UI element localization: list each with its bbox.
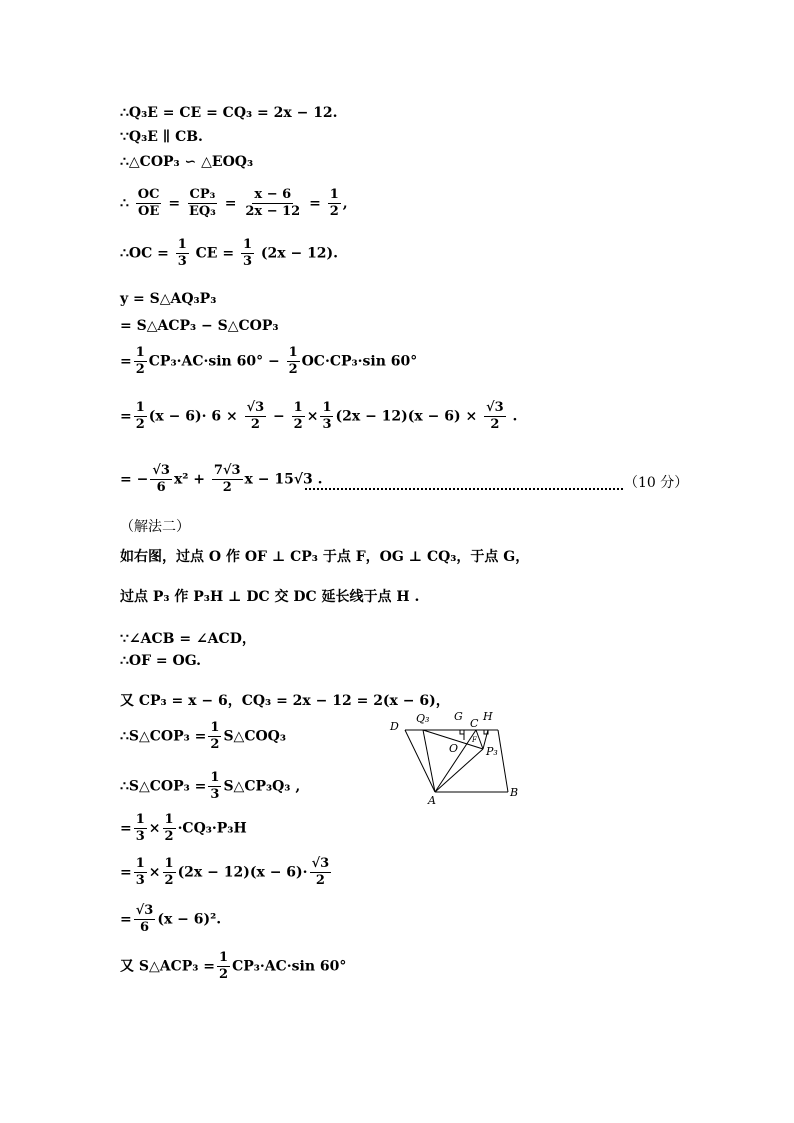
- line-s-diff: = S△ACP₃ − S△COP₃: [120, 318, 279, 334]
- fraction: $\frac{OC}{OE}$: [137, 187, 160, 219]
- label-h: H: [483, 710, 493, 723]
- fraction: $\frac{\text{CP₃}}{\text{EQ₃}}$: [188, 187, 216, 219]
- line-sin-expr: = $\frac{1}{2}$ CP₃·AC·sin 60° − $\frac{1}{2}$ OC·CP₃·sin 60°: [120, 345, 418, 377]
- line-substituted: = $\frac{1}{2}$ (x − 6)· 6 × $\frac{√3}{2}$ − $\frac{1}{2}$ × $\frac{1}{3}$ (2x − 12)(x − 6) × $\frac{√3}{2}$ .: [120, 400, 518, 432]
- dotted-leader: [305, 474, 623, 490]
- line-similar: ∴△COP₃ ∽ △EOQ₃: [120, 154, 254, 170]
- line-area-product: = $\frac{1}{3}$ × $\frac{1}{2}$ ·CQ₃·P₃H: [120, 812, 247, 844]
- line-q3e: ∴Q₃E = CE = CQ₃ = 2x − 12.: [120, 105, 338, 121]
- line-result: = − $\frac{√3}{6}$ x² + $\frac{7√3}{2}$ x − 15√3 .: [120, 463, 323, 495]
- label-p3: P₃: [486, 745, 498, 758]
- line-area-sub: = $\frac{1}{3}$ × $\frac{1}{2}$ (2x − 12)(x − 6)· $\frac{√3}{2}$: [120, 856, 330, 888]
- line-area-half: ∴S△COP₃ = $\frac{1}{2}$ S△COQ₃: [120, 720, 286, 752]
- line-ratio: ∴ $\frac{OC}{OE}$ = $\frac{\text{CP₃}}{\text{EQ₃}}$ = $\frac{x - 6}{2x - 12}$ = $\frac{1}{2}$ ,: [120, 187, 348, 219]
- line-y-def: y = S△AQ₃P₃: [120, 291, 217, 307]
- label-d: D: [390, 720, 399, 733]
- label-a: A: [428, 794, 436, 807]
- line-construct-of: 如右图，过点 O 作 OF ⊥ CP₃ 于点 F，OG ⊥ CQ₃，于点 G，: [120, 549, 530, 565]
- label-q3: Q₃: [416, 712, 430, 725]
- line-acp3: 又 S△ACP₃ = $\frac{1}{2}$ CP₃·AC·sin 60°: [120, 950, 347, 982]
- method-two-heading: （解法二）: [120, 519, 190, 535]
- fraction: $\frac{x - 6}{2x - 12}$: [245, 187, 301, 219]
- line-cp3: 又 CP₃ = x − 6，CQ₃ = 2x − 12 = 2(x − 6)，: [120, 693, 450, 709]
- line-area-third: ∴S△COP₃ = $\frac{1}{3}$ S△CP₃Q₃ ,: [120, 770, 301, 802]
- label-g: G: [454, 710, 463, 723]
- line-area-result: = $\frac{√3}{6}$ (x − 6)².: [120, 903, 222, 935]
- label-c: C: [470, 717, 479, 730]
- label-o: O: [449, 742, 459, 755]
- line-of-og: ∴OF = OG.: [120, 653, 202, 669]
- label-f: F: [472, 736, 477, 744]
- fraction: $\frac{1}{2}$: [329, 187, 339, 219]
- line-parallel: ∵Q₃E ∥ CB.: [120, 129, 203, 145]
- geometry-diagram: [380, 700, 530, 810]
- label-b: B: [510, 786, 519, 799]
- line-oc: ∴OC = $\frac{1}{3}$ CE = $\frac{1}{3}$ (2x − 12).: [120, 237, 339, 269]
- score-label: （10 分）: [624, 475, 689, 491]
- line-angle-eq: ∵∠ACB = ∠ACD，: [120, 631, 256, 647]
- line-construct-ph: 过点 P₃ 作 P₃H ⊥ DC 交 DC 延长线于点 H .: [120, 589, 420, 605]
